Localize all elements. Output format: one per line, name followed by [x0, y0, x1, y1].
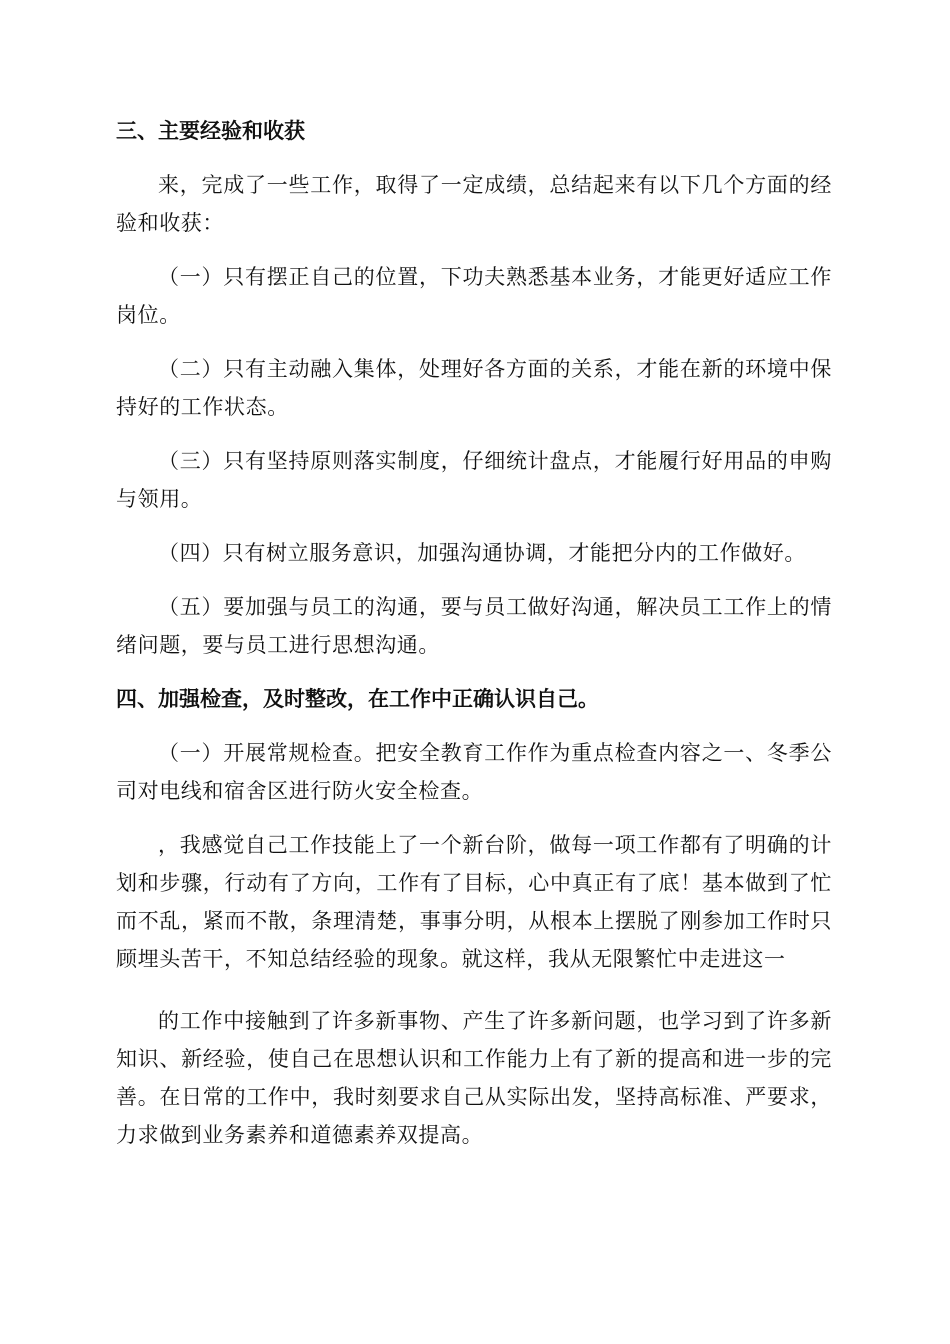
- paragraph-check-1: （一）开展常规检查。把安全教育工作作为重点检查内容之一、冬季公司对电线和宿舍区进行防火安全检查。: [116, 741, 832, 803]
- paragraph-growth: 的工作中接触到了许多新事物、产生了许多新问题，也学习到了许多新知识、新经验，使自己在思想认识和工作能力上有了新的提高和进一步的完善。在日常的工作中，我时刻要求自己从实际出发，坚持高标准、严要求，力求做到业务素养和道德素养双提高。: [116, 1009, 832, 1147]
- document-page: [116, 112, 832, 1170]
- paragraph-item-3: （三）只有坚持原则落实制度，仔细统计盘点，才能履行好用品的申购与领用。: [116, 449, 832, 511]
- paragraph-item-2: （二）只有主动融入集体，处理好各方面的关系，才能在新的环境中保持好的工作状态。: [116, 357, 832, 419]
- paragraph-item-4: （四）只有树立服务意识，加强沟通协调，才能把分内的工作做好。: [158, 541, 806, 565]
- paragraph-intro: 来，完成了一些工作，取得了一定成绩，总结起来有以下几个方面的经验和收获：: [116, 173, 832, 235]
- paragraph-item-5: （五）要加强与员工的沟通，要与员工做好沟通，解决员工工作上的情绪问题，要与员工进行思想沟通。: [116, 595, 832, 657]
- section-heading-3: 三、主要经验和收获: [116, 119, 305, 143]
- section-heading-4: 四、加强检查，及时整改，在工作中正确认识自己。: [116, 687, 599, 711]
- paragraph-item-1: （一）只有摆正自己的位置，下功夫熟悉基本业务，才能更好适应工作岗位。: [116, 265, 832, 327]
- paragraph-skills: ，我感觉自己工作技能上了一个新台阶，做每一项工作都有了明确的计划和步骤，行动有了方向，工作有了目标，心中真正有了底！基本做到了忙而不乱，紧而不散，条理清楚，事事分明，从根本上摆脱了刚参加工作时只顾埋头苦干，不知总结经验的现象。就这样，我从无限繁忙中走进这一: [116, 833, 832, 971]
